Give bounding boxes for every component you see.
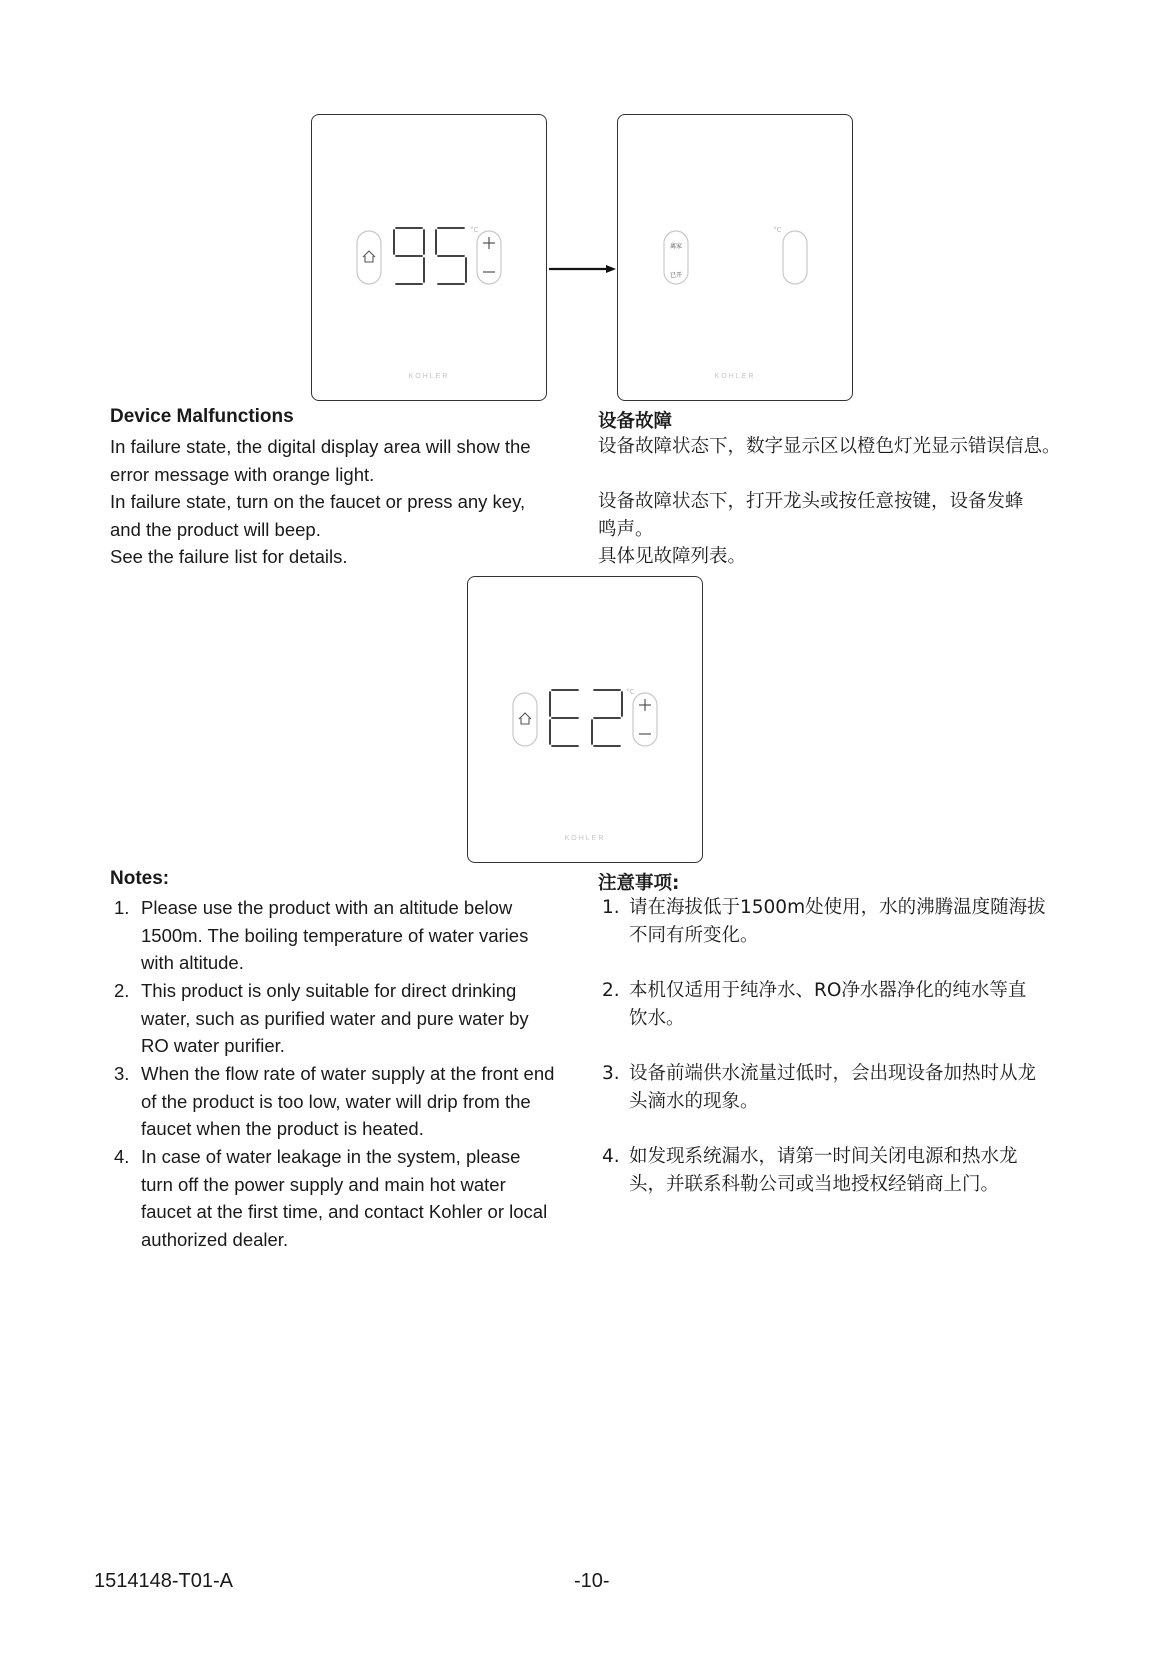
text-line: In case of water leakage in the system, please xyxy=(141,1146,521,1167)
notes-list-en xyxy=(110,894,590,1254)
text-line: 鸣声。 xyxy=(598,518,654,540)
celsius-unit: °C xyxy=(773,226,782,234)
text-line: 设备故障状态下，数字显示区以橙色灯光显示错误信息。 xyxy=(598,436,1061,457)
text-line: 头滴水的现象。 xyxy=(629,1090,759,1112)
text-line: 请在海拔低于1500m处使用，水的沸腾温度随海拔 xyxy=(629,897,1046,918)
text-line: See the failure list for details. xyxy=(110,546,348,567)
item-number: 4. xyxy=(602,1146,620,1167)
text-line: RO water purifier. xyxy=(141,1035,285,1056)
home-button-outline xyxy=(513,693,537,746)
text-line: In failure state, turn on the faucet or press any key, xyxy=(110,491,526,512)
item-number: 1. xyxy=(602,897,620,918)
transition-arrow xyxy=(548,262,618,276)
text-line: This product is only suitable for direct drinking xyxy=(141,980,517,1001)
text-line: 设备故障状态下，打开龙头或按任意按键，设备发蜂 xyxy=(598,491,1024,512)
text-line: faucet when the product is heated. xyxy=(141,1118,424,1139)
plus-icon[interactable] xyxy=(639,699,651,711)
item-number: 2. xyxy=(114,980,130,1001)
document-number: 1514148-T01-A xyxy=(94,1570,233,1592)
panel-a-graphic xyxy=(312,115,548,402)
notes-list-zh xyxy=(598,894,1078,1214)
text-line: of the product is too low, water will drip from the xyxy=(141,1090,531,1112)
digit-9 xyxy=(394,228,424,284)
text-line: and the product will beep. xyxy=(110,518,321,540)
text-line: water, such as purified water and pure water by xyxy=(141,1007,529,1029)
text-line: 不同有所变化。 xyxy=(629,924,759,946)
malfunctions-body-en xyxy=(110,433,580,571)
brand-logo: KOHLER xyxy=(714,373,756,380)
text-line: authorized dealer. xyxy=(141,1228,289,1250)
home-icon xyxy=(363,251,375,262)
home-button-outline xyxy=(357,231,381,284)
text-line: with altitude. xyxy=(141,952,244,973)
device-panel-error xyxy=(467,576,703,863)
text-line: error message with orange light. xyxy=(110,463,375,485)
malfunctions-title-zh: 设备故障 xyxy=(598,411,673,432)
text-line: 如发现系统漏水，请第一时间关闭电源和热水龙 xyxy=(629,1146,1018,1167)
notes-title-en: Notes: xyxy=(110,868,170,889)
text-line: turn off the power supply and main hot water xyxy=(141,1173,506,1195)
digit-e xyxy=(550,690,578,746)
page-number: -10- xyxy=(574,1570,610,1592)
text-line: 本机仅适用于纯净水、RO净水器净化的纯水等直 xyxy=(629,980,1027,1001)
adjust-button-outline xyxy=(783,231,807,284)
text-line: In failure state, the digital display area will show the xyxy=(110,436,531,457)
panel-c-graphic xyxy=(468,577,704,864)
panel-b-graphic xyxy=(618,115,854,402)
item-number: 3. xyxy=(114,1063,130,1084)
celsius-unit: °C xyxy=(470,226,479,234)
plus-icon[interactable] xyxy=(483,237,495,249)
on-label: 已开 xyxy=(669,272,682,279)
item-number: 3. xyxy=(602,1063,620,1084)
home-icon xyxy=(519,713,531,724)
item-number: 4. xyxy=(114,1146,130,1167)
digit-5 xyxy=(436,228,466,284)
item-number: 2. xyxy=(602,980,620,1001)
text-line: 设备前端供水流量过低时，会出现设备加热时从龙 xyxy=(629,1063,1037,1084)
text-line: When the flow rate of water supply at the front end xyxy=(141,1063,555,1084)
away-label: 离家 xyxy=(669,243,682,250)
text-line: faucet at the first time, and contact Kohler or local xyxy=(141,1201,548,1222)
malfunctions-title-en: Device Malfunctions xyxy=(110,406,294,427)
text-line: 1500m. The boiling temperature of water varies xyxy=(141,924,529,946)
notes-title-zh: 注意事项: xyxy=(598,873,680,894)
text-line: 头，并联系科勒公司或当地授权经销商上门。 xyxy=(629,1173,1000,1195)
text-line: 具体见故障列表。 xyxy=(598,546,747,567)
brand-logo: KOHLER xyxy=(408,373,450,380)
celsius-unit: °C xyxy=(626,688,635,696)
device-panel-away xyxy=(617,114,853,401)
item-number: 1. xyxy=(114,897,130,918)
digit-2 xyxy=(592,690,622,746)
text-line: 饮水。 xyxy=(629,1007,685,1029)
brand-logo: KOHLER xyxy=(564,835,606,842)
text-line: Please use the product with an altitude below xyxy=(141,897,513,918)
device-panel-temperature xyxy=(311,114,547,401)
malfunctions-body-zh xyxy=(598,433,1078,571)
